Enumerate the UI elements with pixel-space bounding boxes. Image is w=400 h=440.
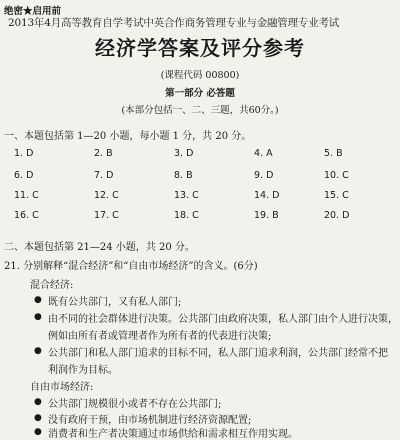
answer-item: 10. C: [324, 170, 349, 181]
bullet-icon: ●: [34, 413, 42, 423]
answer-item: 6. D: [14, 170, 34, 181]
answer-item: 2. B: [94, 148, 113, 159]
mixed-economy-label: 混合经济:: [30, 280, 74, 291]
bullet-icon: ●: [34, 312, 42, 322]
bullet-icon: ●: [34, 397, 42, 407]
answer-item: 3. D: [174, 148, 194, 159]
answer-item: 20. D: [324, 210, 350, 221]
answer-item: 12. C: [94, 190, 119, 201]
answer-item: 16. C: [14, 210, 39, 221]
free-market-label: 自由市场经济:: [30, 382, 94, 393]
free-point: 消费者和生产者决策通过市场供给和需求相互作用实现。: [48, 429, 298, 440]
answer-row: [0, 190, 400, 208]
course-code: (课程代码 00800): [160, 70, 240, 81]
answer-item: 4. A: [254, 148, 273, 159]
answer-item: 1. D: [14, 148, 34, 159]
section-one-title: 一、本题包括第 1—20 小题，每小题 1 分，共 20 分。: [4, 131, 252, 142]
bullet-icon: ●: [34, 427, 42, 437]
document-title: 经济学答案及评分参考: [95, 36, 305, 60]
answer-item: 7. D: [94, 170, 114, 181]
answer-row: [0, 170, 400, 188]
mixed-point: 例如由所有者或管理者作为所有者的代表进行决策;: [48, 331, 272, 342]
free-point: 公共部门规模很小或者不存在公共部门;: [48, 399, 222, 410]
mixed-point: 公共部门和私人部门追求的目标不同，私人部门追求利润，公共部门经常不把: [48, 348, 388, 359]
answer-item: 18. C: [174, 210, 199, 221]
free-point: 没有政府干预，由市场机制进行经济资源配置;: [48, 415, 252, 426]
mixed-point: 利润作为目标。: [48, 365, 118, 376]
exam-title: 2013年4月高等教育自学考试中英合作商务管理专业与金融管理专业考试: [8, 17, 340, 29]
answer-item: 5. B: [324, 148, 343, 159]
bullet-icon: ●: [34, 295, 42, 305]
bullet-icon: ●: [34, 346, 42, 356]
answer-row: [0, 210, 400, 228]
classification-label: 绝密★启用前: [4, 6, 62, 17]
answer-item: 9. D: [254, 170, 274, 181]
part-one-heading: 第一部分 必答题: [165, 88, 235, 99]
mixed-point: 由不同的社会群体进行决策。公共部门由政府决策，私人部门由个人进行决策，: [48, 314, 398, 325]
mixed-point: 既有公共部门，又有私人部门;: [48, 297, 182, 308]
answer-item: 8. B: [174, 170, 193, 181]
question-21: 21. 分别解释“混合经济”和“自由市场经济”的含义。(6分): [4, 261, 258, 272]
answer-item: 19. B: [254, 210, 279, 221]
answer-item: 11. C: [14, 190, 39, 201]
answer-row: [0, 148, 400, 166]
answer-item: 15. C: [324, 190, 349, 201]
answer-item: 13. C: [174, 190, 199, 201]
part-one-note: (本部分包括一、二、三题，共60分。): [121, 105, 279, 116]
section-two-title: 二、本题包括第 21—24 小题，共 20 分。: [4, 242, 195, 253]
answer-item: 17. C: [94, 210, 119, 221]
answer-item: 14. D: [254, 190, 280, 201]
